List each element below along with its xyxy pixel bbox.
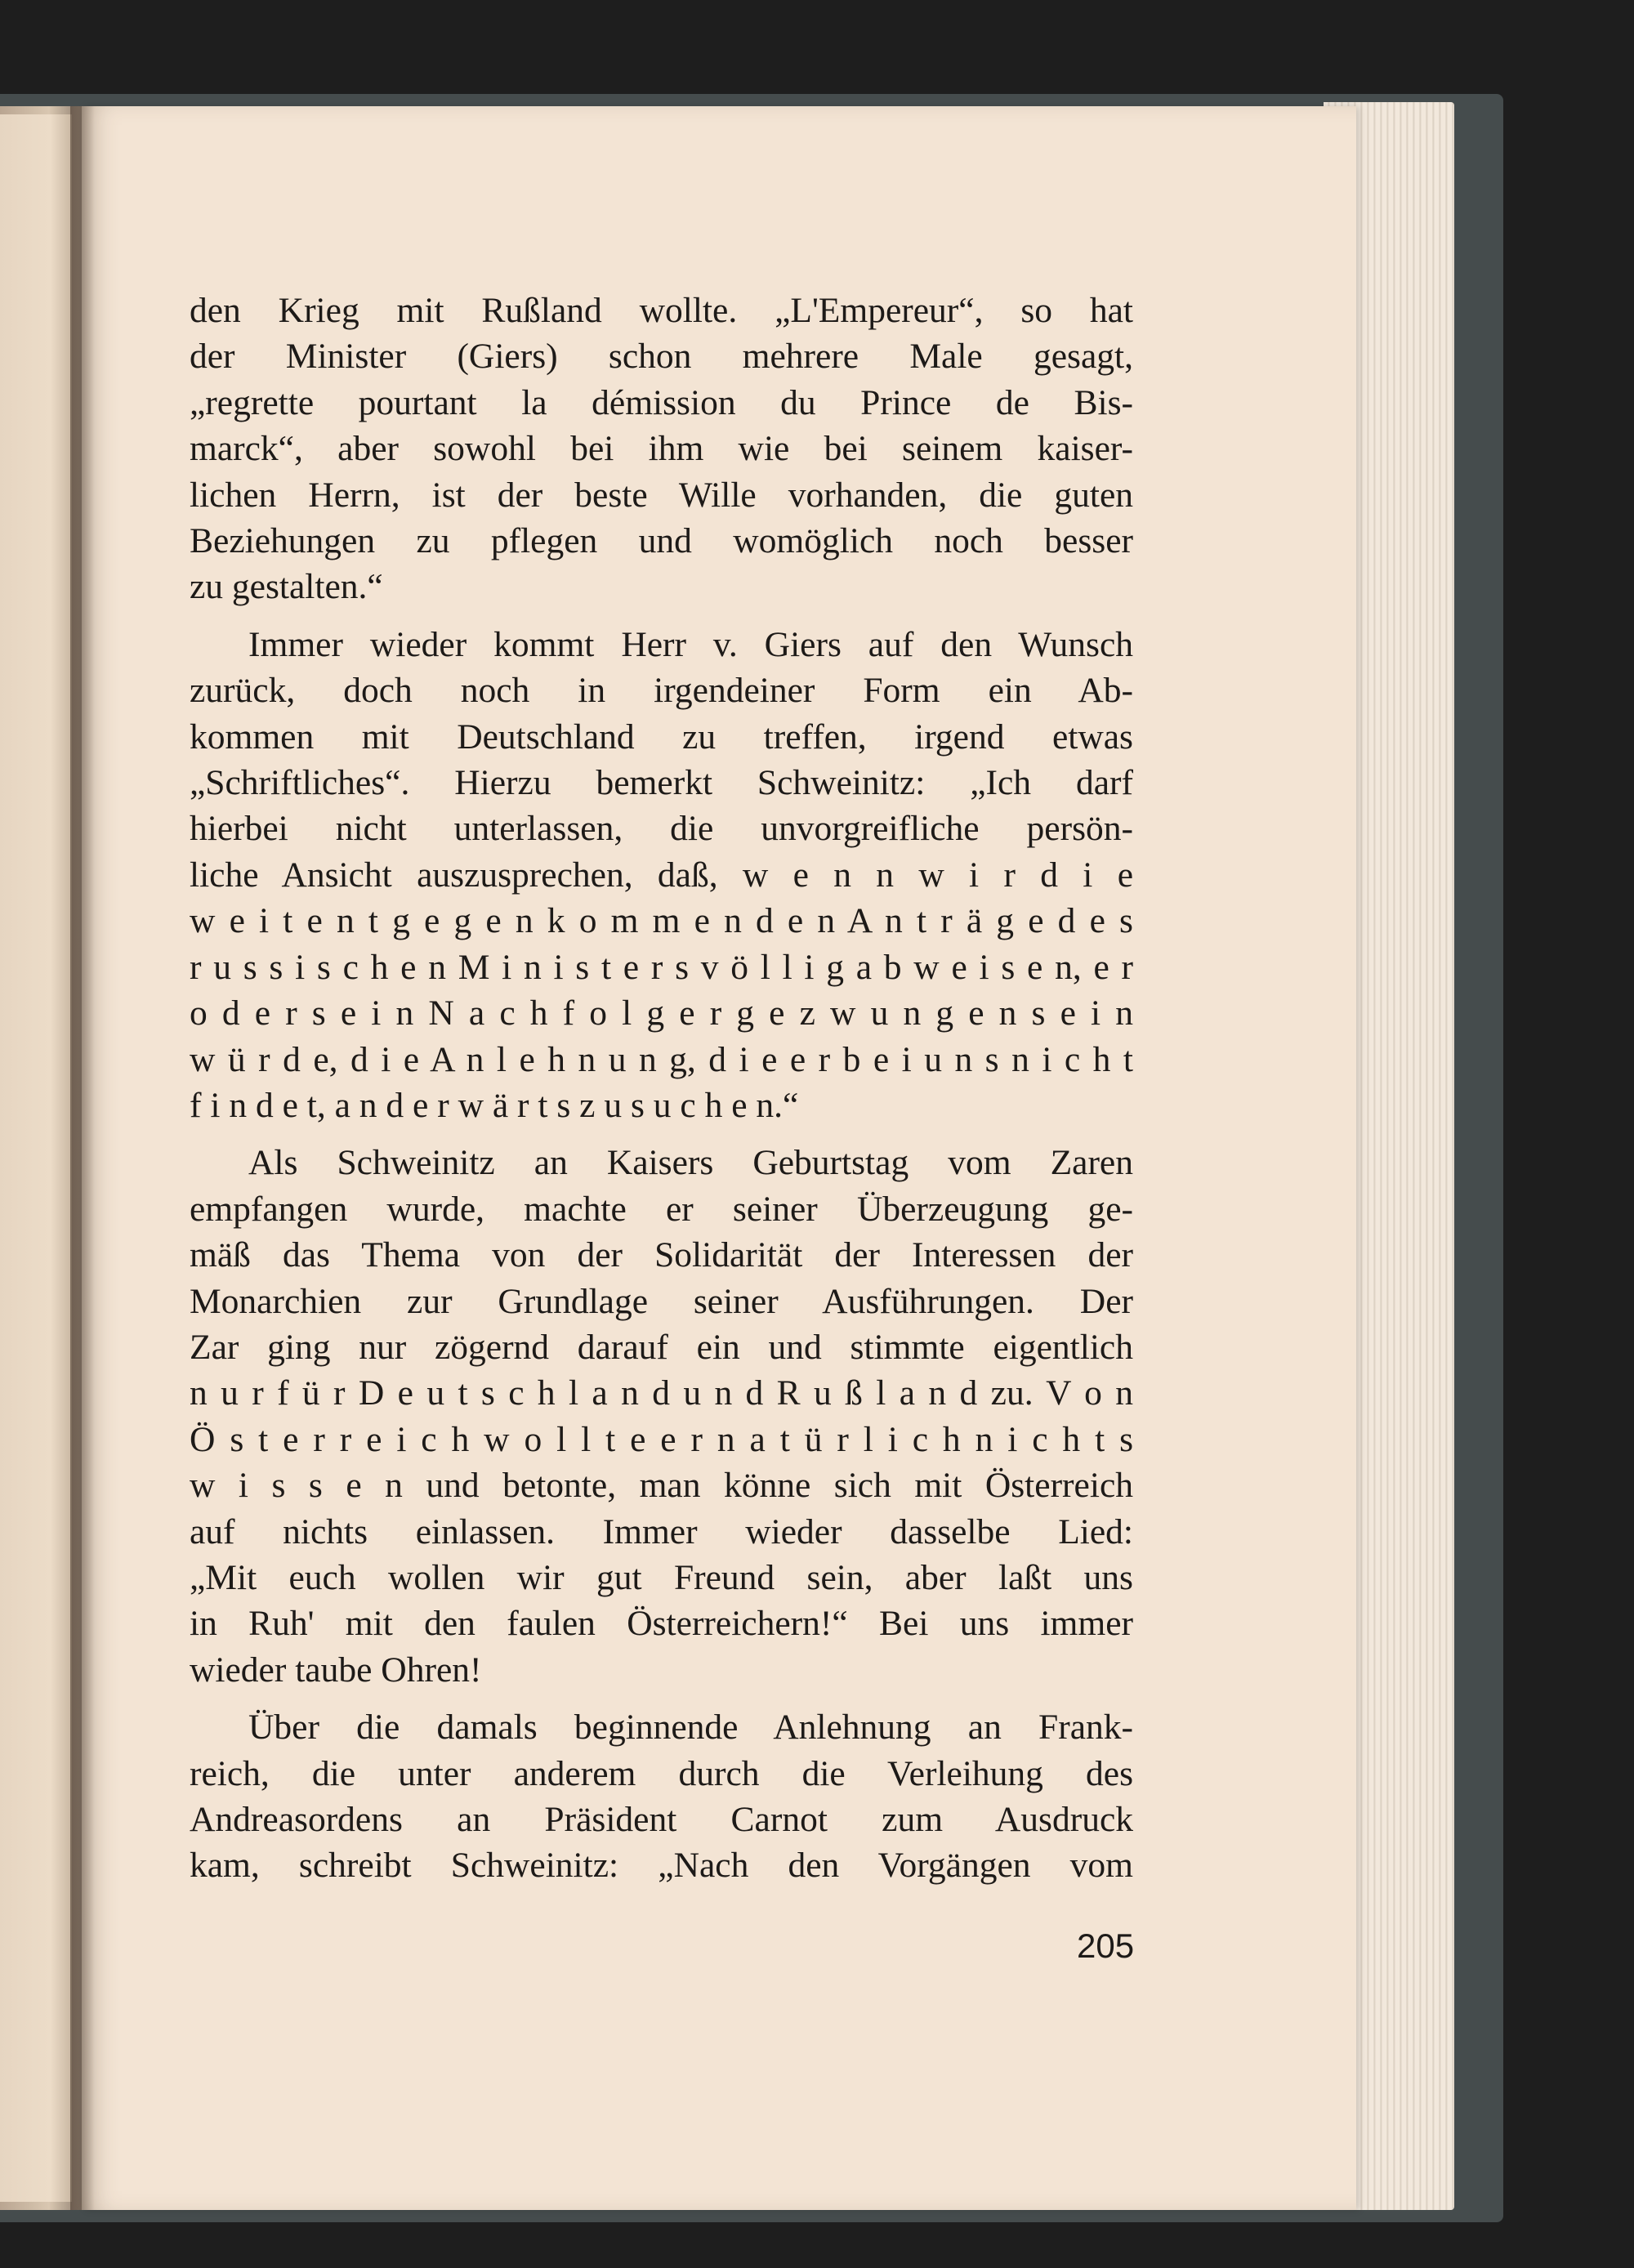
text-line: Beziehungen zu pflegen und womöglich noch besser	[190, 521, 1133, 561]
text-line: Ö s t e r r e i c h w o l l t e e r n a t ü r l i c h n i c h t s	[190, 1419, 1133, 1459]
page-text	[190, 288, 1133, 1889]
text-line: zu gestalten.“	[190, 567, 383, 607]
text-line: in Ruh' mit den faulen Österreichern!“ Bei uns immer	[190, 1604, 1133, 1644]
page-gutter-shadow	[70, 106, 95, 2210]
text-line: der Minister (Giers) schon mehrere Male gesagt,	[190, 337, 1133, 377]
text-line: n u r f ü r D e u t s c h l a n d u n d R u ß l a n d zu. V o n	[190, 1373, 1133, 1413]
text-line: den Krieg mit Rußland wollte. „L'Empereur“, so hat	[190, 291, 1133, 330]
text-line: mäß das Thema von der Solidarität der Interessen der	[190, 1235, 1133, 1275]
text-line: w i s s e n und betonte, man könne sich mit Österreich	[190, 1466, 1133, 1506]
text-line: o d e r s e i n N a c h f o l g e r g e z w u n g e n s e i n	[190, 993, 1133, 1034]
text-line: Monarchien zur Grundlage seiner Ausführungen. Der	[190, 1281, 1133, 1321]
paragraph-1	[190, 288, 1133, 610]
paragraph-4	[190, 1704, 1133, 1889]
page-number: 205	[1077, 1926, 1135, 1965]
text-line: kam, schreibt Schweinitz: „Nach den Vorgängen vom	[190, 1846, 1133, 1886]
text-line: f i n d e t, a n d e r w ä r t s z u s u c h e n.“	[190, 1085, 799, 1125]
text-line: lichen Herrn, ist der beste Wille vorhanden, die guten	[190, 475, 1133, 515]
text-line: auf nichts einlassen. Immer wieder dasselbe Lied:	[190, 1511, 1133, 1551]
paragraph-2	[190, 622, 1133, 1128]
text-line: reich, die unter anderem durch die Verleihung des	[190, 1753, 1133, 1793]
paragraph-3	[190, 1140, 1133, 1693]
text-line: Zar ging nur zögernd darauf ein und stimmte eigentlich	[190, 1327, 1133, 1367]
text-line: Als Schweinitz an Kaisers Geburtstag vom Zaren	[248, 1143, 1133, 1183]
left-page-edge	[0, 114, 72, 2202]
text-line: „regrette pourtant la démission du Prince de Bis-	[190, 382, 1133, 422]
text-line: zurück, doch noch in irgendeiner Form ein Ab-	[190, 671, 1133, 711]
text-line: Andreasordens an Präsident Carnot zum Ausdruck	[190, 1800, 1133, 1839]
text-line: Über die damals beginnende Anlehnung an Frank-	[248, 1708, 1133, 1748]
text-line: „Mit euch wollen wir gut Freund sein, aber laßt uns	[190, 1557, 1133, 1597]
text-line: hierbei nicht unterlassen, die unvorgreifliche persön-	[190, 809, 1133, 849]
text-line: „Schriftliches“. Hierzu bemerkt Schweinitz: „Ich darf	[190, 763, 1133, 803]
text-line: liche Ansicht auszusprechen, daß, w e n n w i r d i e	[190, 855, 1133, 895]
text-line: kommen mit Deutschland zu treffen, irgend etwas	[190, 717, 1133, 757]
text-line: w ü r d e, d i e A n l e h n u n g, d i e e r b e i u n s n i c h t	[190, 1039, 1133, 1079]
text-line: marck“, aber sowohl bei ihm wie bei seinem kaiser-	[190, 429, 1133, 469]
text-line: Immer wieder kommt Herr v. Giers auf den Wunsch	[248, 624, 1133, 664]
text-line: wieder taube Ohren!	[190, 1650, 482, 1690]
text-line: empfangen wurde, machte er seiner Überzeugung ge-	[190, 1189, 1133, 1229]
text-line: r u s s i s c h e n M i n i s t e r s v ö l l i g a b w e i s e n, e r	[190, 947, 1133, 987]
text-line: w e i t e n t g e g e n k o m m e n d e n A n t r ä g e d e s	[190, 901, 1133, 941]
